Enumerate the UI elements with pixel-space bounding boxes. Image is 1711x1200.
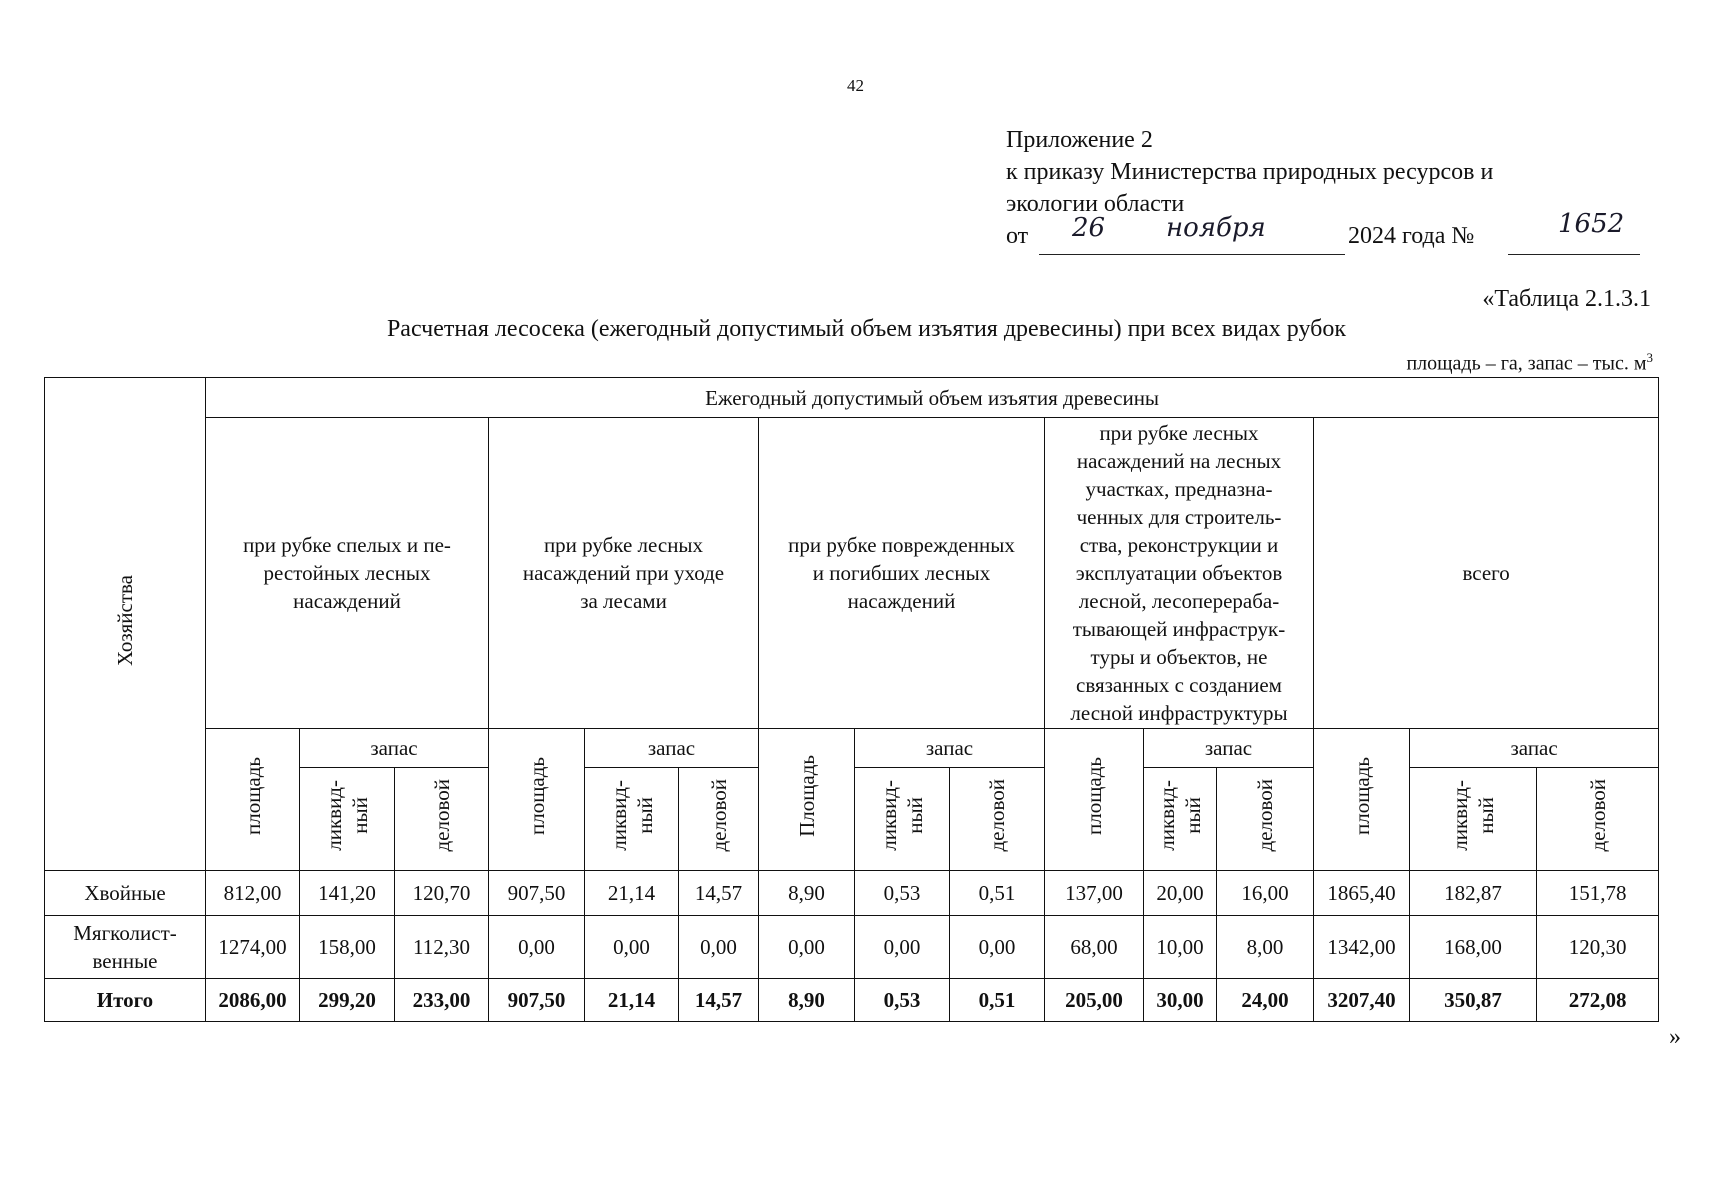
business-stock-text: деловой <box>985 779 1009 852</box>
liquid-stock-header <box>855 768 950 871</box>
farms-header <box>45 378 206 871</box>
table-cell: 168,00 <box>1410 916 1537 979</box>
area-header <box>1045 729 1144 871</box>
appendix-line3: экологии области <box>1006 191 1185 217</box>
group-header-3: при рубке поврежденных и погибших лесных насаждений <box>759 418 1045 729</box>
table-caption: Расчетная лесосека (ежегодный допустимый объем изъятия древесины) при всех видах рубок <box>386 316 1347 342</box>
table-cell: 24,00 <box>1217 979 1314 1022</box>
table-cell: 21,14 <box>585 979 679 1022</box>
handwritten-number: 1652 <box>1558 209 1625 239</box>
row-label: Хвойные <box>45 871 206 916</box>
stock-header: запас <box>585 729 759 768</box>
row-label: Мягколист- венные <box>45 916 206 979</box>
group-header-2: при рубке лесных насаждений при уходе за лесами <box>489 418 759 729</box>
logging-volume-table <box>44 377 1659 1022</box>
table-row <box>45 979 1659 1022</box>
table-cell: 0,51 <box>950 979 1045 1022</box>
order-date-line <box>1006 209 1625 254</box>
table-cell: 8,00 <box>1217 916 1314 979</box>
appendix-line1: Приложение 2 <box>1006 127 1153 153</box>
area-header-text: Площадь <box>794 755 819 837</box>
table-row <box>45 916 1659 979</box>
table-row <box>45 871 1659 916</box>
table-cell: 158,00 <box>300 916 395 979</box>
liquid-stock-text: ликвид- ный <box>606 780 657 851</box>
table-cell: 16,00 <box>1217 871 1314 916</box>
table-cell: 0,00 <box>855 916 950 979</box>
business-stock-text: деловой <box>429 779 454 852</box>
table-cell: 0,00 <box>585 916 679 979</box>
page-number: 42 <box>847 76 864 95</box>
table-cell: 1865,40 <box>1314 871 1410 916</box>
handwritten-day: 26 <box>1072 213 1106 243</box>
table-cell: 1274,00 <box>206 916 300 979</box>
stock-header: запас <box>1410 729 1659 768</box>
area-header <box>759 729 855 871</box>
table-cell: 2086,00 <box>206 979 300 1022</box>
table-cell: 10,00 <box>1144 916 1217 979</box>
handwritten-month: ноября <box>1166 213 1266 243</box>
number-underline <box>1508 254 1640 255</box>
table-cell: 151,78 <box>1537 871 1659 916</box>
table-cell: 0,00 <box>679 916 759 979</box>
business-stock-header <box>395 768 489 871</box>
stock-header: запас <box>300 729 489 768</box>
table-cell: 0,51 <box>950 871 1045 916</box>
date-underline <box>1039 254 1345 255</box>
table-cell: 120,30 <box>1537 916 1659 979</box>
business-stock-header <box>1537 768 1659 871</box>
area-header <box>489 729 585 871</box>
table-cell: 0,53 <box>855 871 950 916</box>
table-cell: 205,00 <box>1045 979 1144 1022</box>
stock-header: запас <box>855 729 1045 768</box>
liquid-stock-text: ликвид- ный <box>1155 780 1205 851</box>
table-cell: 907,50 <box>489 871 585 916</box>
units-text: площадь – га, запас – тыс. м <box>1406 352 1647 375</box>
liquid-stock-text: ликвид- ный <box>322 780 372 851</box>
appendix-line2: к приказу Министерства природных ресурсов и <box>1006 159 1494 185</box>
table-cell: 233,00 <box>395 979 489 1022</box>
table-cell: 299,20 <box>300 979 395 1022</box>
table-cell: 14,57 <box>679 979 759 1022</box>
table-cell: 182,87 <box>1410 871 1537 916</box>
area-header-text: площадь <box>240 757 265 835</box>
area-header-text: площадь <box>524 757 549 835</box>
business-stock-header <box>679 768 759 871</box>
table-cell: 30,00 <box>1144 979 1217 1022</box>
table-cell: 907,50 <box>489 979 585 1022</box>
table-cell: 137,00 <box>1045 871 1144 916</box>
table-cell: 1342,00 <box>1314 916 1410 979</box>
table-cell: 350,87 <box>1410 979 1537 1022</box>
table-cell: 812,00 <box>206 871 300 916</box>
table-cell: 272,08 <box>1537 979 1659 1022</box>
appendix-block <box>1006 124 1625 254</box>
table-cell: 0,53 <box>855 979 950 1022</box>
area-header <box>206 729 300 871</box>
table-cell: 20,00 <box>1144 871 1217 916</box>
table-cell: 21,14 <box>585 871 679 916</box>
table-cell: 14,57 <box>679 871 759 916</box>
area-header <box>1314 729 1410 871</box>
table-cell: 68,00 <box>1045 916 1144 979</box>
table-cell: 112,30 <box>395 916 489 979</box>
liquid-stock-header <box>585 768 679 871</box>
liquid-stock-text: ликвид- ный <box>877 780 927 851</box>
table-cell: 120,70 <box>395 871 489 916</box>
business-stock-text: деловой <box>706 779 731 852</box>
main-header: Ежегодный допустимый объем изъятия древесины <box>206 378 1659 418</box>
units-superscript: 3 <box>1646 350 1653 365</box>
group-header-4: при рубке лесных насаждений на лесных участках, предназна- ченных для строитель- ства, реконструкции и эксплуатации объектов лесной, лесоперераба- тывающей инфраструк- туры и объектов, не связанных с созданием лесной инфраструктуры <box>1045 418 1314 729</box>
row-label: Итого <box>45 979 206 1022</box>
table-cell: 0,00 <box>489 916 585 979</box>
from-label: от <box>1006 223 1029 249</box>
group-header-5: всего <box>1314 418 1659 729</box>
units-note <box>1406 350 1653 376</box>
business-stock-header <box>1217 768 1314 871</box>
table-cell: 8,90 <box>759 871 855 916</box>
table-cell: 8,90 <box>759 979 855 1022</box>
table-cell: 141,20 <box>300 871 395 916</box>
table-cell: 0,00 <box>759 916 855 979</box>
table-cell: 0,00 <box>950 916 1045 979</box>
table-cell: 3207,40 <box>1314 979 1410 1022</box>
group-header-1: при рубке спелых и пе- рестойных лесных насаждений <box>206 418 489 729</box>
business-stock-header <box>950 768 1045 871</box>
table-label: «Таблица 2.1.3.1 <box>1482 286 1651 312</box>
area-header-text: площадь <box>1082 757 1106 835</box>
business-stock-text: деловой <box>1585 779 1610 852</box>
stock-header: запас <box>1144 729 1314 768</box>
liquid-stock-text: ликвид- ный <box>1448 780 1498 851</box>
farms-header-text: Хозяйства <box>113 575 137 666</box>
area-header-text: площадь <box>1349 757 1374 835</box>
closing-quote: » <box>1669 1024 1681 1050</box>
liquid-stock-header <box>1410 768 1537 871</box>
liquid-stock-header <box>1144 768 1217 871</box>
liquid-stock-header <box>300 768 395 871</box>
business-stock-text: деловой <box>1253 779 1277 852</box>
year-label: 2024 года № <box>1348 223 1475 249</box>
